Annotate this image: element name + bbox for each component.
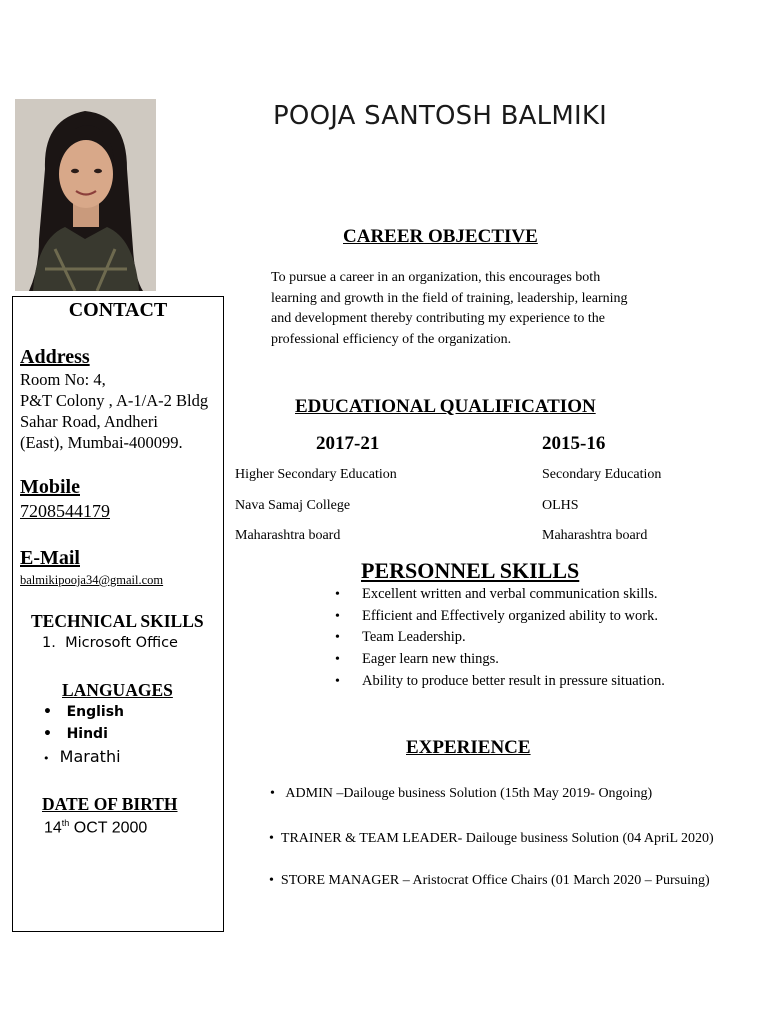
experience-item <box>269 873 710 889</box>
dob-month-year: OCT 2000 <box>73 819 148 837</box>
technical-skills-heading: TECHNICAL SKILLS <box>31 611 204 631</box>
mobile-number[interactable]: 7208544179 <box>20 501 110 521</box>
bullet-icon: • <box>269 831 274 846</box>
experience-label: ADMIN –Dailouge business Solution (15th May 2019- Ongoing) <box>285 786 653 801</box>
career-objective-line: and development thereby contributing my experience to the <box>271 311 605 326</box>
candidate-name: POOJA SANTOSH BALMIKI <box>273 101 607 131</box>
education-school: Nava Samaj College <box>235 498 351 513</box>
education-board: Maharashtra board <box>542 528 648 543</box>
profile-photo <box>15 99 156 291</box>
experience-heading: EXPERIENCE <box>406 737 531 758</box>
bullet-icon: • <box>43 752 50 765</box>
technical-skill-number: 1. <box>42 635 56 651</box>
education-year: 2015-16 <box>542 433 606 454</box>
bullet-icon: • <box>269 873 274 888</box>
language-label: Marathi <box>59 747 121 766</box>
technical-skill-label: Microsoft Office <box>65 635 178 651</box>
career-objective-line: To pursue a career in an organization, this encourages both <box>271 270 601 285</box>
dob-value <box>44 818 147 837</box>
skill-item: • Ability to produce better result in pressure situation. <box>335 671 665 693</box>
address-line: P&T Colony , A-1/A-2 Bldg <box>20 391 209 410</box>
career-objective-heading: CAREER OBJECTIVE <box>343 226 538 247</box>
skills-list <box>335 584 665 692</box>
address-line: (East), Mumbai-400099. <box>20 433 183 452</box>
email-heading: E-Mail <box>20 547 80 569</box>
skill-item: • Efficient and Effectively organized ability to work. <box>335 606 665 628</box>
skill-item: • Excellent written and verbal communication skills. <box>335 584 665 606</box>
contact-heading: CONTACT <box>68 299 168 321</box>
skill-item: • Eager learn new things. <box>335 649 665 671</box>
technical-skill-item <box>42 635 178 651</box>
address-line: Sahar Road, Andheri <box>20 412 158 431</box>
dob-suffix: th <box>61 818 70 828</box>
email-link[interactable]: balmikipooja34@gmail.com <box>20 573 164 587</box>
portrait-image <box>15 99 156 291</box>
career-objective-line: professional efficiency of the organization. <box>271 331 512 347</box>
skill-item: • Team Leadership. <box>335 627 665 649</box>
education-board: Maharashtra board <box>235 528 341 543</box>
language-label: English <box>66 704 125 720</box>
skills-heading: PERSONNEL SKILLS <box>361 558 580 583</box>
experience-item <box>269 831 714 847</box>
dob-heading: DATE OF BIRTH <box>42 794 178 814</box>
languages-heading: LANGUAGES <box>62 680 173 700</box>
address-heading: Address <box>20 346 90 368</box>
language-item <box>43 704 124 720</box>
address-line: Room No: 4, <box>20 370 106 389</box>
education-heading: EDUCATIONAL QUALIFICATION <box>295 396 596 417</box>
education-school: OLHS <box>542 498 579 513</box>
contact-sidebar <box>12 296 224 932</box>
experience-label: STORE MANAGER – Aristocrat Office Chairs (01 March 2020 – Pursuing) <box>280 873 710 888</box>
language-item <box>43 747 121 766</box>
mobile-heading: Mobile <box>20 476 80 498</box>
education-year: 2017-21 <box>316 433 380 454</box>
experience-item <box>270 786 652 802</box>
career-objective-text <box>271 268 691 350</box>
experience-label: TRAINER & TEAM LEADER- Dailouge business Solution (04 ApriL 2020) <box>280 831 714 846</box>
bullet-icon: • <box>270 786 275 801</box>
bullet-icon: • <box>43 726 52 742</box>
language-item <box>43 726 108 742</box>
language-label: Hindi <box>66 726 108 742</box>
career-objective-line: learning and growth in the field of training, leadership, learning <box>271 290 628 306</box>
bullet-icon: • <box>43 704 52 720</box>
education-level: Higher Secondary Education <box>235 467 397 482</box>
dob-day: 14 <box>44 819 62 837</box>
education-level: Secondary Education <box>542 467 662 482</box>
